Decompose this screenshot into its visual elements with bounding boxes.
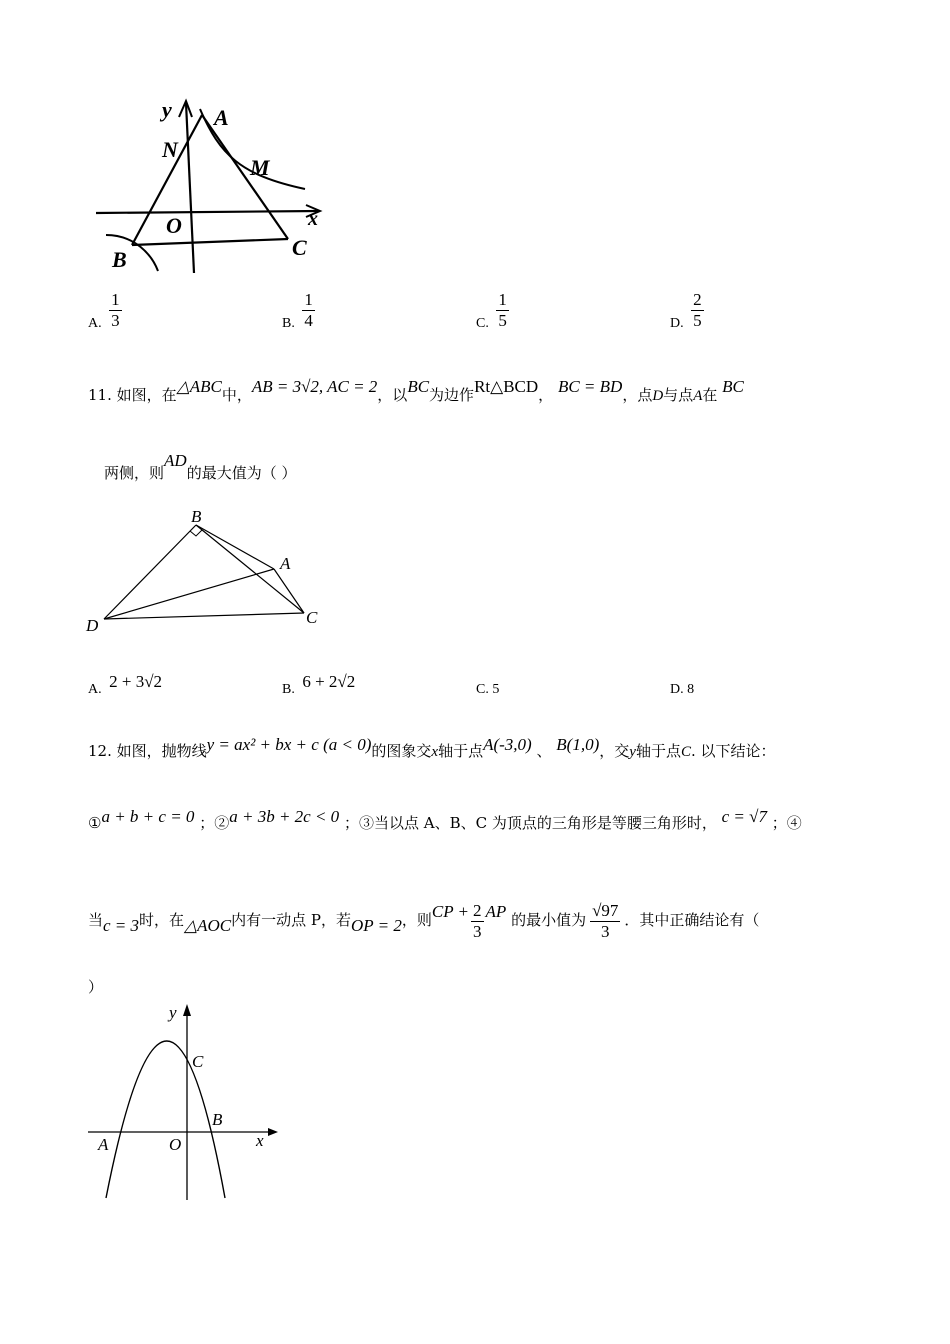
q11-option-d[interactable] [670, 682, 694, 698]
q12-figure [84, 1000, 284, 1205]
q12-line4: ） [88, 978, 104, 996]
q11-label-c: C [306, 608, 318, 627]
q11-seg-ba [196, 525, 274, 569]
q10-option-d[interactable] [670, 290, 704, 332]
fraction: $\frac{1}{3}$ [111, 290, 120, 330]
q10-figure [90, 95, 340, 280]
fraction: $\frac{2}{5}$ [693, 290, 702, 330]
q12-line2: ①a + b + c = 0 ；②a + 3b + 2c < 0 ；③当以点 A、B、C 为顶点的三角形是等腰三角形时， c = √7 ；④ [88, 807, 802, 832]
q11-label-a: A [280, 554, 291, 573]
option-label: B. [282, 682, 295, 697]
q12-line3: 当c = 3时，在△AOC内有一动点 P，若OP = 2，则CP + $\frac{2}{3}$ AP 的最小值为 $\frac{√97}{3}$ ．其中正确结论有（ [88, 900, 760, 941]
option-label: A. [88, 316, 102, 331]
q10-option-a[interactable] [88, 290, 122, 332]
q10-label-a: A [214, 105, 229, 130]
q10-label-o: O [166, 213, 182, 238]
q10-label-c: C [292, 235, 307, 260]
fraction-answer: $\frac{√97}{3}$ [592, 900, 619, 941]
q12-y-arrow [183, 1004, 191, 1016]
q11-seg-da [104, 569, 274, 619]
q11-label-d: D [86, 616, 99, 635]
option-label: D. [670, 682, 684, 697]
fraction-two-thirds: $\frac{2}{3}$ [473, 900, 482, 941]
q10-side-bc [132, 239, 288, 245]
option-label: A. [88, 682, 102, 697]
q11-figure [84, 505, 324, 635]
q11-seg-dc [104, 613, 304, 619]
q12-label-b: B [212, 1110, 223, 1129]
q10-label-n: N [162, 137, 178, 162]
option-value: 5 [492, 682, 500, 697]
q11-seg-ac [274, 569, 304, 613]
q12-label-o: O [169, 1135, 182, 1154]
fraction: $\frac{1}{5}$ [498, 290, 507, 330]
q12-parabola [106, 1041, 225, 1198]
fraction: $\frac{1}{4}$ [304, 290, 313, 330]
q10-label-m: M [250, 155, 270, 180]
q12-label-x: x [256, 1131, 264, 1150]
q11-line2: 两侧，则AD的最大值为（ ） [104, 451, 297, 482]
option-label: C. [476, 316, 489, 331]
q10-label-b: B [112, 247, 127, 272]
q11-option-a[interactable] [88, 672, 162, 698]
q10-option-b[interactable] [282, 290, 315, 332]
q10-side-ac [202, 115, 288, 239]
q10-label-y: y [162, 97, 172, 122]
q11-label-b: B [191, 507, 202, 526]
q12-label-a: A [98, 1135, 109, 1154]
option-value: 6 + 2√2 [302, 672, 356, 691]
q12-label-y: y [169, 1003, 177, 1022]
q12-label-c: C [192, 1052, 204, 1071]
option-value: 2 + 3√2 [109, 672, 163, 691]
option-label: D. [670, 316, 684, 331]
q12-x-arrow [268, 1128, 278, 1136]
q11-option-c[interactable] [476, 682, 499, 698]
q11-option-b[interactable] [282, 672, 355, 698]
q10-x-axis [96, 211, 318, 213]
q10-y-axis [186, 103, 194, 273]
q12-line1: 12. 如图，抛物线y = ax² + bx + c (a < 0)的图象交x轴于点A(-3,0) 、 B(1,0)，交y轴于点C. 以下结论： [88, 735, 776, 760]
option-label: B. [282, 316, 295, 331]
q10-label-x: x [308, 208, 318, 230]
q11-line1: 11. 如图，在△ABC中，AB = 3√2, AC = 2，以BC为边作Rt△BCD， BC = BD，点D与点A在 BC [88, 377, 744, 404]
option-value: 8 [687, 682, 695, 697]
q10-option-c[interactable] [476, 290, 509, 332]
option-label: C. [476, 682, 489, 697]
q11-right-angle-mark [190, 530, 202, 536]
